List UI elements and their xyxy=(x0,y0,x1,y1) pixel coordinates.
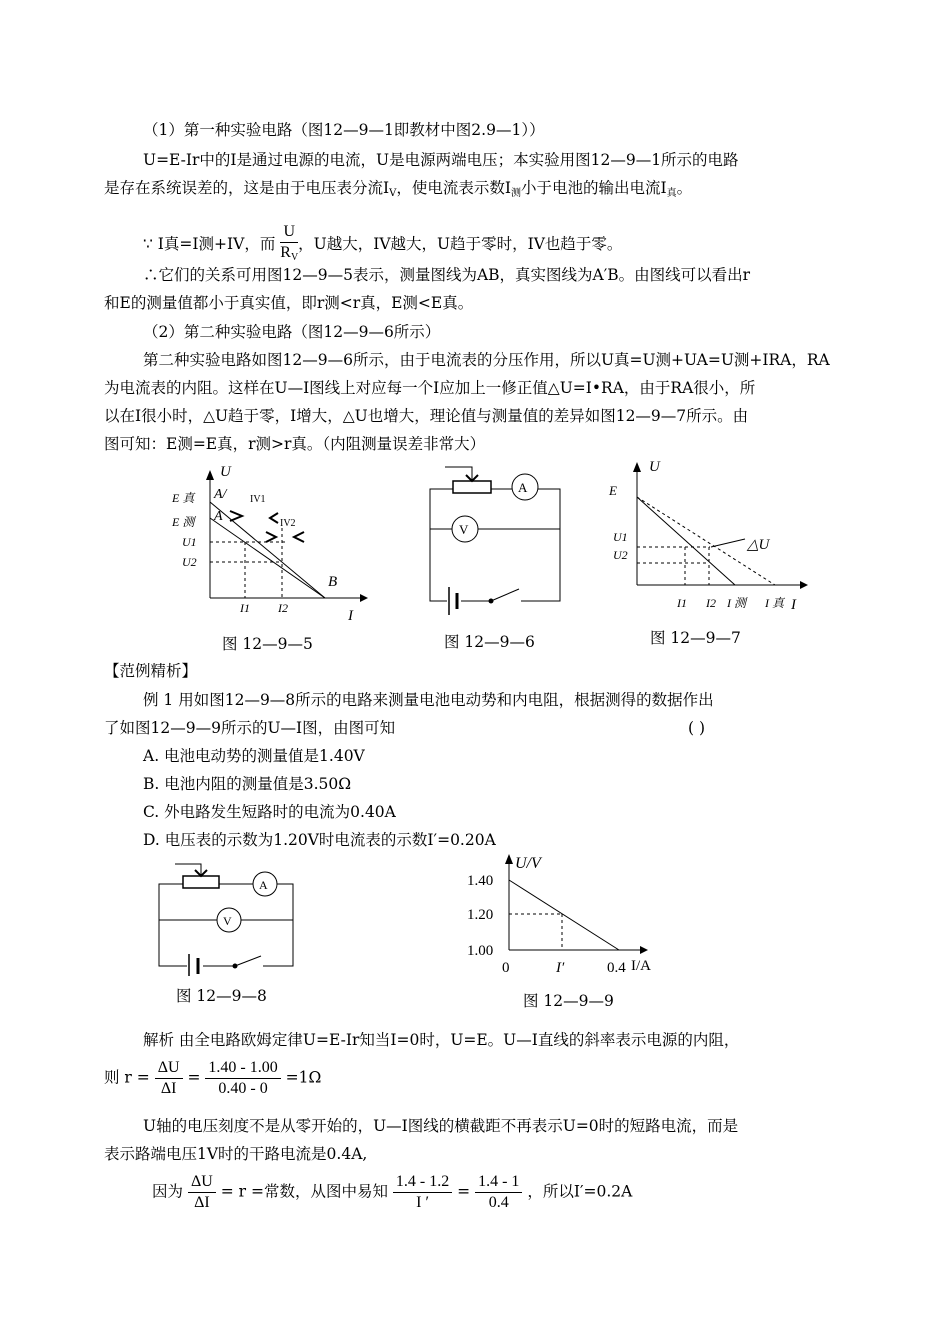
caption-12-9-7: 图 12—9—7 xyxy=(650,629,741,647)
paragraph-1: （1）第一种实验电路（图12—9—1即教材中图2.9—1）） xyxy=(143,121,545,139)
svg-text:I1: I1 xyxy=(677,596,687,610)
caption-12-9-8: 图 12—9—8 xyxy=(176,987,267,1005)
svg-text:A/: A/ xyxy=(214,487,227,502)
svg-text:E: E xyxy=(609,483,617,498)
svg-text:U2: U2 xyxy=(182,555,197,569)
svg-text:I1: I1 xyxy=(240,601,250,615)
paragraph-6d: 图可知：E测=E真，r测>r真。（内阻测量误差非常大） xyxy=(104,435,486,453)
paragraph-6a: 第二种实验电路如图12—9—6所示，由于电流表的分压作用，所以U真=U测+UA=U测+IRA，RA xyxy=(143,351,830,369)
example-1a: 例 1 用如图12—9—8所示的电路来测量电池电动势和内电阻，根据测得的数据作出 xyxy=(143,691,714,709)
svg-text:U: U xyxy=(649,459,660,475)
svg-text:△U: △U xyxy=(747,537,770,553)
u-axis-label: U xyxy=(220,464,231,480)
svg-text:E 真: E 真 xyxy=(172,491,195,505)
svg-text:1.00: 1.00 xyxy=(467,943,494,959)
paragraph-3: ∵ I真=I测+IV，而 $\frac{U}{R_V}$ ，U越大，IV越大，U趋于零时，IV也趋于零。 xyxy=(143,222,622,268)
svg-text:0: 0 xyxy=(502,960,510,976)
svg-text:U2: U2 xyxy=(613,548,628,562)
option-c: C. 外电路发生短路时的电流为0.40A xyxy=(143,803,396,821)
solution-4: 因为 $\frac{\Delta U}{\Delta I}$ = r =常数，从图中易知 $\frac{1.4 - 1.2}{I '}$ = $\frac{1.4 - 1}{0.4}$ ，所以I′=0.2A xyxy=(152,1173,633,1211)
svg-text:I2: I2 xyxy=(706,596,716,610)
svg-text:A: A xyxy=(214,509,223,524)
svg-text:I/A: I/A xyxy=(631,958,651,974)
section-heading: 【范例精析】 xyxy=(104,662,198,680)
caption-12-9-9: 图 12—9—9 xyxy=(523,992,614,1010)
option-b: B. 电池内阻的测量值是3.50Ω xyxy=(143,775,352,793)
caption-12-9-5: 图 12—9—5 xyxy=(222,635,313,653)
svg-text:U1: U1 xyxy=(182,535,197,549)
figure-12-9-7 xyxy=(605,455,815,620)
figure-12-9-8-circuit xyxy=(155,862,300,977)
example-1b: 了如图12—9—9所示的U—I图，由图可知 xyxy=(104,719,396,737)
figure-12-9-6-circuit xyxy=(425,465,565,615)
paragraph-4a: ∴它们的关系可用图12—9—5表示，测量图线为AB，真实图线为A′B。由图线可以看出r xyxy=(143,266,751,284)
paragraph-4b: 和E的测量值都小于真实值，即r测<r真，E测<E真。 xyxy=(104,294,474,312)
i-axis-label: I xyxy=(348,608,353,624)
svg-text:A: A xyxy=(518,480,528,495)
figure-12-9-9-chart xyxy=(465,852,675,982)
caption-12-9-6: 图 12—9—6 xyxy=(444,633,535,651)
option-a: A. 电池电动势的测量值是1.40V xyxy=(143,747,365,765)
paragraph-2a: U=E-Ir中的I是通过电源的电流，U是电源两端电压；本实验用图12—9—1所示的电路 xyxy=(143,151,739,169)
iv-fraction: $\frac{U}{R_V}$ xyxy=(280,223,299,263)
svg-text:1.40: 1.40 xyxy=(467,873,494,889)
paragraph-6b: 为电流表的内阻。这样在U—I图线上对应每一个I应加上一修正值△U=I•RA，由于RA很小，所 xyxy=(104,379,756,397)
svg-text:1.20: 1.20 xyxy=(467,907,494,923)
answer-paren: ( ) xyxy=(688,719,706,737)
figure-12-9-5 xyxy=(170,458,380,628)
svg-text:U1: U1 xyxy=(613,530,628,544)
svg-text:U/V: U/V xyxy=(515,855,541,872)
svg-text:A: A xyxy=(259,878,268,892)
svg-text:IV1: IV1 xyxy=(250,494,266,505)
solution-1: 解析 由全电路欧姆定律U=E-Ir知当I=0时，U=E。U—I直线的斜率表示电源的内阻， xyxy=(143,1031,740,1049)
svg-text:I: I xyxy=(791,597,796,613)
solution-2: 则 r = $\frac{\Delta U}{\Delta I}$ = $\frac{1.40 - 1.00}{0.40 - 0}$ =1Ω xyxy=(104,1059,322,1097)
svg-text:0.4: 0.4 xyxy=(607,960,626,976)
svg-text:E 测: E 测 xyxy=(172,515,195,529)
option-d: D. 电压表的示数为1.20V时电流表的示数I′=0.20A xyxy=(143,831,496,849)
solution-3a: U轴的电压刻度不是从零开始的，U—I图线的横截距不再表示U=0时的短路电流，而是 xyxy=(143,1117,739,1135)
svg-text:V: V xyxy=(459,522,469,537)
solution-3b: 表示路端电压1V时的干路电流是0.4A, xyxy=(104,1145,368,1163)
paragraph-6c: 以在I很小时，△U趋于零，I增大，△U也增大，理论值与测量值的差异如图12—9—7所示。由 xyxy=(104,407,749,425)
svg-text:I2: I2 xyxy=(278,601,288,615)
svg-text:I 真: I 真 xyxy=(765,596,784,610)
svg-text:I 测: I 测 xyxy=(727,596,746,610)
svg-text:IV2: IV2 xyxy=(280,518,296,529)
svg-text:B: B xyxy=(328,574,338,590)
paragraph-5: （2）第二种实验电路（图12—9—6所示） xyxy=(143,323,441,341)
svg-text:V: V xyxy=(223,914,232,928)
paragraph-2b: 是存在系统误差的，这是由于电压表分流$I_V$，使电流表示数$I_测$小于电池的输出电流$I_真$。 xyxy=(104,179,693,199)
svg-text:I′: I′ xyxy=(556,960,565,976)
